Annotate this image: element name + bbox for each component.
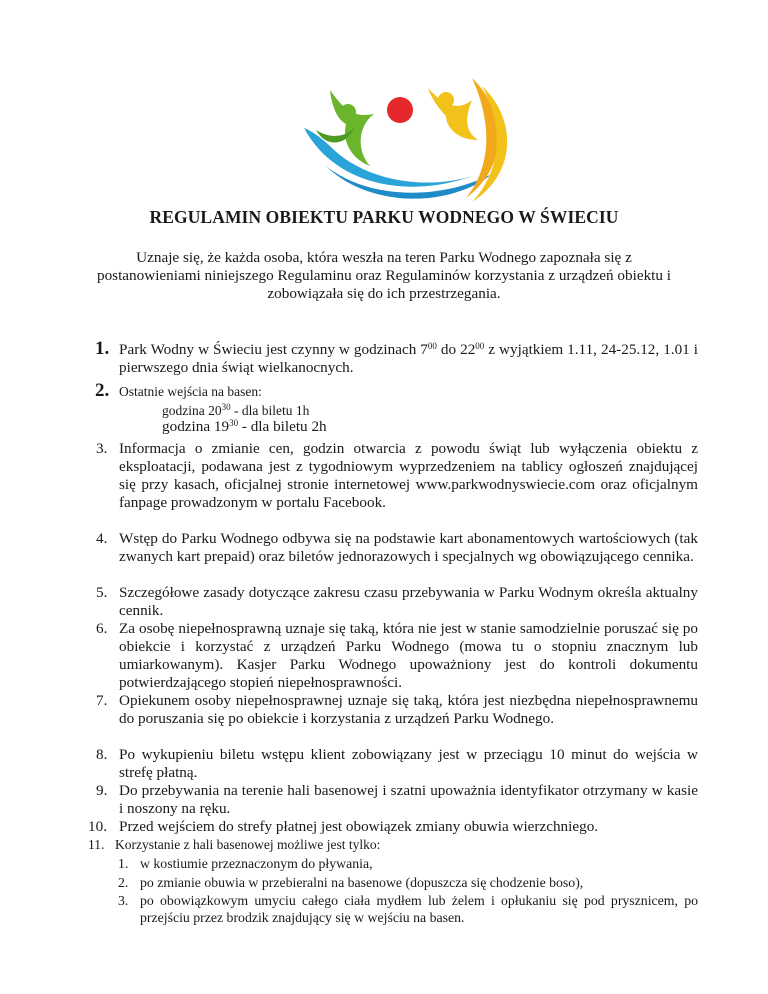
- sub-item-text: po obowiązkowym umyciu całego ciała mydłem lub żelem i opłukaniu się pod prysznicem, po przejściu przez brodzik znajdujący się w wejściu na basen.: [140, 893, 698, 925]
- list-item: [88, 836, 690, 854]
- sub-item-text: w kostiumie przeznaczonym do pływania,: [140, 856, 373, 871]
- sub-list-item: [118, 892, 698, 926]
- list-item: [96, 440, 698, 512]
- sub-list-item: [118, 855, 698, 872]
- list-item: [96, 530, 698, 566]
- list-item: [96, 782, 698, 818]
- item-number: 10.: [88, 818, 107, 835]
- item-text: Park Wodny w Świeciu jest czynny w godzinach $7^{00}$ do $22^{00}$ z wyjątkiem 1.11, 24-25.12, 1.01 i pierwszego dnia świąt wielkanocnych.: [119, 341, 698, 376]
- park-wodny-logo: [296, 70, 522, 212]
- last-entry-1h: godzina $20^{30}$ - dla biletu 1h: [162, 402, 310, 418]
- item-text: Przed wejściem do strefy płatnej jest obowiązek zmiany obuwia wierzchniego.: [119, 818, 599, 835]
- list-item: [88, 818, 690, 836]
- intro-paragraph: Uznaje się, że każda osoba, która weszła na teren Parku Wodnego zapoznała się z postanowieniami niniejszego Regulaminu oraz Regulaminów korzystania z urządzeń obiektu i zobowiązała się do ich przestrzegania.: [96, 249, 671, 302]
- sub-item-number: 1.: [118, 856, 129, 871]
- item-text: Za osobę niepełnosprawną uznaje się taką, która nie jest w stanie samodzielnie poruszać się po obiekcie i korzystać z urządzeń Parku Wodnego (mowa tu o stopniu znacznym lub umiarkowanym). Kasjer Parku Wodnego upoważniony jest do kontroli dokumentu potwierdzającego stopień niepełnosprawności.: [119, 620, 698, 691]
- item-text: Informacja o zmianie cen, godzin otwarcia z powodu świąt lub wyłączenia obiektu z eksploatacji, podawana jest z tygodniowym wyprzedzeniem na tablicy ogłoszeń znajdującej się przy kasach, oficjalnej stronie internetowej www.parkwodnyswiecie.com oraz oficjalnym fanpage prowadzonym w portalu Facebook.: [119, 440, 698, 511]
- item-number: 4.: [96, 530, 108, 547]
- page-title: REGULAMIN OBIEKTU PARKU WODNEGO W ŚWIECIU: [149, 207, 619, 227]
- item-number: 2.: [95, 380, 110, 401]
- item-text: Do przebywania na terenie hali basenowej i szatni upoważnia identyfikator otrzymany w kasie i noszony na ręku.: [119, 782, 698, 817]
- item-text: Korzystanie z hali basenowej możliwe jest tylko:: [115, 837, 381, 852]
- logo-red-ball: [387, 97, 413, 123]
- item-number: 1.: [95, 338, 110, 359]
- item-number: 8.: [96, 746, 108, 763]
- list-item: [95, 380, 698, 401]
- list-item: [96, 692, 698, 728]
- list-item: [96, 620, 698, 692]
- sub-list-item: [118, 874, 698, 891]
- item-number: 6.: [96, 620, 108, 637]
- list-item: [96, 746, 698, 782]
- item-text: Szczegółowe zasady dotyczące zakresu czasu przebywania w Parku Wodnym określa aktualny cennik.: [119, 584, 698, 619]
- item-number: 11.: [88, 837, 105, 852]
- item-text: Po wykupieniu biletu wstępu klient zobowiązany jest w przeciągu 10 minut do wejścia w strefę płatną.: [119, 746, 698, 781]
- item-text: Wstęp do Parku Wodnego odbywa się na podstawie kart abonamentowych wartościowych (tak zwanych kart prepaid) oraz biletów jednorazowych i specjalnych wg obowiązującego cennika.: [119, 530, 698, 565]
- logo-yellow-body: [428, 88, 478, 140]
- item-number: 9.: [96, 782, 108, 799]
- item-number: 5.: [96, 584, 108, 601]
- last-entry-2h: godzina $19^{30}$ - dla biletu 2h: [162, 418, 327, 435]
- sub-item-text: po zmianie obuwia w przebieralni na basenowe (dopuszcza się chodzenie boso),: [140, 875, 584, 890]
- item-text: Ostatnie wejścia na basen:: [119, 384, 262, 399]
- list-item: [96, 584, 698, 620]
- item-number: 3.: [96, 440, 108, 457]
- sub-item-number: 2.: [118, 875, 129, 890]
- item-number: 7.: [96, 692, 108, 709]
- item-text: Opiekunem osoby niepełnosprawnej uznaje się taką, która jest niezbędna niepełnosprawnemu do poruszania się po obiekcie i korzystania z urządzeń Parku Wodnego.: [119, 692, 698, 727]
- list-item: [95, 338, 698, 377]
- sub-item-number: 3.: [118, 893, 129, 908]
